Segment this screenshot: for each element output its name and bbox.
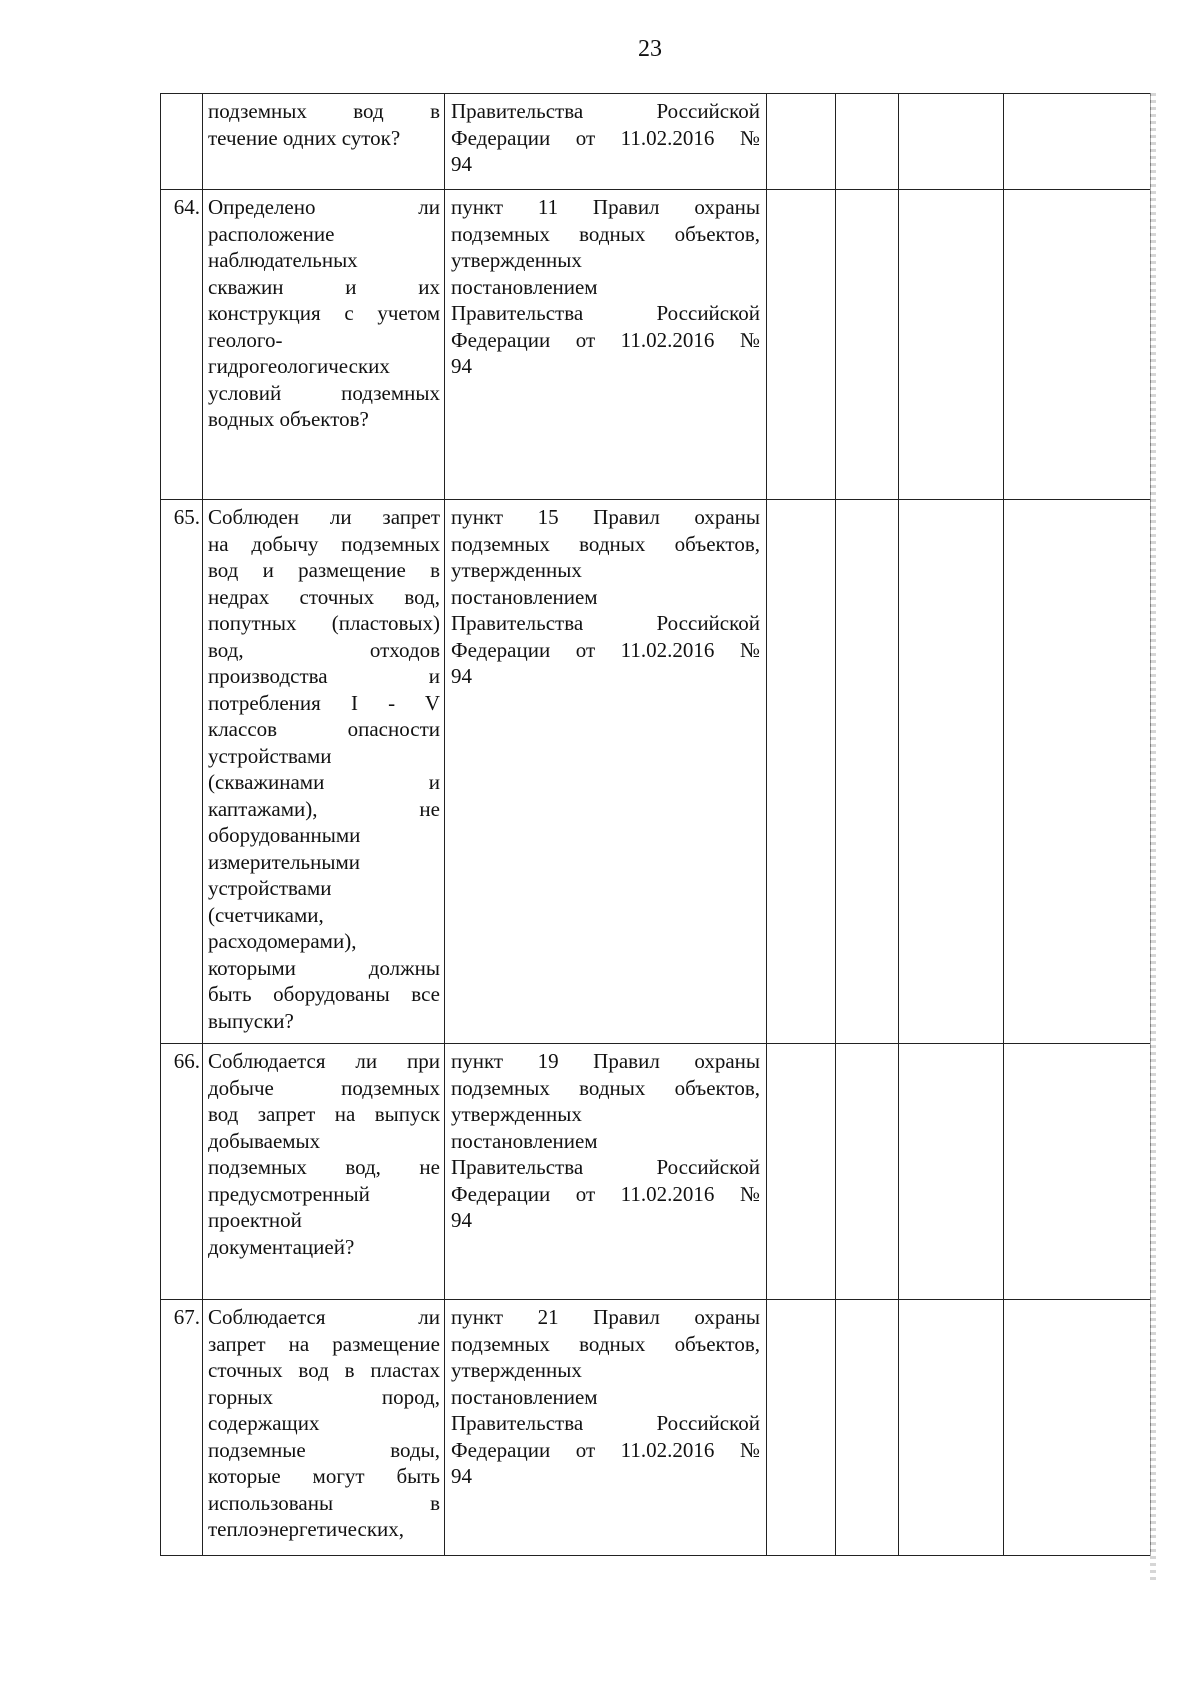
answer-yes-cell[interactable] xyxy=(767,500,836,1044)
basis-line: Федерации от 11.02.2016 № xyxy=(451,1437,760,1462)
answer-not-applicable-cell[interactable] xyxy=(899,1044,1004,1300)
requirement-question xyxy=(203,1044,445,1300)
question-line: устройствами xyxy=(208,876,332,900)
basis-line: постановлением xyxy=(451,1128,598,1153)
question-line: расходомерами), xyxy=(208,929,357,953)
basis-line: 94 xyxy=(451,664,472,688)
table-row xyxy=(161,1300,1151,1556)
question-line: течение одних суток? xyxy=(208,125,401,150)
question-line: Соблюден ли запрет xyxy=(208,505,440,529)
basis-line: подземных водных объектов, xyxy=(451,1331,760,1356)
basis-line: пункт 15 Правил охраны xyxy=(451,505,760,529)
basis-line: пункт 21 Правил охраны xyxy=(451,1305,760,1329)
basis-line: утвержденных xyxy=(451,1358,582,1382)
basis-line: пункт 11 Правил охраны xyxy=(451,195,760,219)
answer-not-applicable-cell[interactable] xyxy=(899,500,1004,1044)
question-line: измерительными xyxy=(208,849,361,874)
question-line: содержащих xyxy=(208,1411,320,1435)
basis-line: Федерации от 11.02.2016 № xyxy=(451,327,760,352)
note-cell[interactable] xyxy=(1004,1300,1151,1556)
table-row xyxy=(161,1044,1151,1300)
row-number: 65. xyxy=(161,500,203,1044)
scan-edge-artifact xyxy=(1150,93,1156,1583)
question-line: добыче подземных xyxy=(208,1075,440,1100)
basis-line: 94 xyxy=(451,152,472,176)
basis-line: Правительства Российской xyxy=(451,301,760,325)
row-number: 67. xyxy=(161,1300,203,1556)
question-line: условий подземных xyxy=(208,380,440,405)
legal-basis xyxy=(445,190,767,500)
question-line: Определено ли xyxy=(208,195,440,219)
row-number: 66. xyxy=(161,1044,203,1300)
question-line: производства и xyxy=(208,664,440,688)
row-number: 64. xyxy=(161,190,203,500)
requirement-question xyxy=(203,500,445,1044)
question-line: подземные воды, xyxy=(208,1437,440,1462)
basis-line: постановлением xyxy=(451,1384,598,1409)
page-number: 23 xyxy=(638,36,662,62)
question-line: добываемых xyxy=(208,1128,321,1153)
answer-no-cell[interactable] xyxy=(836,190,899,500)
question-line: (счетчиками, xyxy=(208,902,324,927)
basis-line: Федерации от 11.02.2016 № xyxy=(451,1181,760,1206)
question-line: Соблюдается ли xyxy=(208,1305,440,1329)
basis-line: постановлением xyxy=(451,274,598,299)
answer-not-applicable-cell[interactable] xyxy=(899,190,1004,500)
question-line: подземных вод, не xyxy=(208,1155,440,1179)
question-line: Соблюдается ли при xyxy=(208,1049,440,1073)
question-line: наблюдательных xyxy=(208,248,358,272)
basis-line: подземных водных объектов, xyxy=(451,1075,760,1100)
note-cell[interactable] xyxy=(1004,190,1151,500)
question-line: использованы в xyxy=(208,1490,440,1515)
question-line: вод и размещение в xyxy=(208,558,440,582)
question-line: быть оборудованы все xyxy=(208,982,440,1006)
basis-line: Правительства Российской xyxy=(451,99,760,123)
table-row xyxy=(161,500,1151,1044)
question-line: выпуски? xyxy=(208,1008,294,1033)
question-line: документацией? xyxy=(208,1234,355,1259)
question-line: гидрогеологических xyxy=(208,354,390,378)
question-line: потребления I - V xyxy=(208,690,440,715)
basis-line: пункт 19 Правил охраны xyxy=(451,1049,760,1073)
basis-line: Федерации от 11.02.2016 № xyxy=(451,637,760,662)
requirement-question xyxy=(203,190,445,500)
question-line: попутных (пластовых) xyxy=(208,611,440,635)
basis-line: утвержденных xyxy=(451,1102,582,1126)
basis-line: Федерации от 11.02.2016 № xyxy=(451,125,760,150)
question-line: теплоэнергетических, xyxy=(208,1517,405,1541)
note-cell[interactable] xyxy=(1004,94,1151,190)
requirement-question xyxy=(203,94,445,190)
question-line: вод запрет на выпуск xyxy=(208,1102,440,1126)
basis-line: подземных водных объектов, xyxy=(451,531,760,556)
basis-line: утвержденных xyxy=(451,558,582,582)
question-line: проектной xyxy=(208,1208,302,1232)
question-line: которыми должны xyxy=(208,955,440,980)
basis-line: подземных водных объектов, xyxy=(451,221,760,246)
answer-yes-cell[interactable] xyxy=(767,1300,836,1556)
question-line: оборудованными xyxy=(208,823,361,847)
table-row xyxy=(161,94,1151,190)
requirement-question xyxy=(203,1300,445,1556)
note-cell[interactable] xyxy=(1004,500,1151,1044)
answer-no-cell[interactable] xyxy=(836,94,899,190)
answer-yes-cell[interactable] xyxy=(767,190,836,500)
question-line: предусмотренный xyxy=(208,1181,370,1206)
legal-basis xyxy=(445,94,767,190)
question-line: геолого- xyxy=(208,327,283,352)
basis-line: утвержденных xyxy=(451,248,582,272)
question-line: сточных вод в пластах xyxy=(208,1358,440,1382)
question-line: горных пород, xyxy=(208,1384,440,1409)
question-line: подземных вод в xyxy=(208,99,440,123)
question-line: конструкция с учетом xyxy=(208,301,440,325)
question-line: классов опасности xyxy=(208,717,440,741)
answer-no-cell[interactable] xyxy=(836,1044,899,1300)
basis-line: Правительства Российской xyxy=(451,1411,760,1435)
question-line: устройствами xyxy=(208,743,332,768)
legal-basis xyxy=(445,1044,767,1300)
basis-line: 94 xyxy=(451,354,472,378)
basis-line: Правительства Российской xyxy=(451,1155,760,1179)
answer-no-cell[interactable] xyxy=(836,500,899,1044)
answer-not-applicable-cell[interactable] xyxy=(899,1300,1004,1556)
question-line: каптажами), не xyxy=(208,796,440,821)
table-row xyxy=(161,190,1151,500)
question-line: расположение xyxy=(208,221,335,246)
question-line: на добычу подземных xyxy=(208,531,440,556)
basis-line: Правительства Российской xyxy=(451,611,760,635)
answer-yes-cell[interactable] xyxy=(767,94,836,190)
basis-line: 94 xyxy=(451,1464,472,1488)
question-line: вод, отходов xyxy=(208,637,440,662)
note-cell[interactable] xyxy=(1004,1044,1151,1300)
answer-yes-cell[interactable] xyxy=(767,1044,836,1300)
question-line: скважин и их xyxy=(208,274,440,299)
legal-basis xyxy=(445,1300,767,1556)
question-line: недрах сточных вод, xyxy=(208,584,440,609)
basis-line: 94 xyxy=(451,1208,472,1232)
basis-line: постановлением xyxy=(451,584,598,609)
checklist-table xyxy=(160,93,1151,1556)
legal-basis xyxy=(445,500,767,1044)
question-line: которые могут быть xyxy=(208,1464,440,1488)
question-line: водных объектов? xyxy=(208,407,369,431)
answer-not-applicable-cell[interactable] xyxy=(899,94,1004,190)
question-line: запрет на размещение xyxy=(208,1331,440,1356)
answer-no-cell[interactable] xyxy=(836,1300,899,1556)
row-number xyxy=(161,94,203,190)
question-line: (скважинами и xyxy=(208,770,440,794)
